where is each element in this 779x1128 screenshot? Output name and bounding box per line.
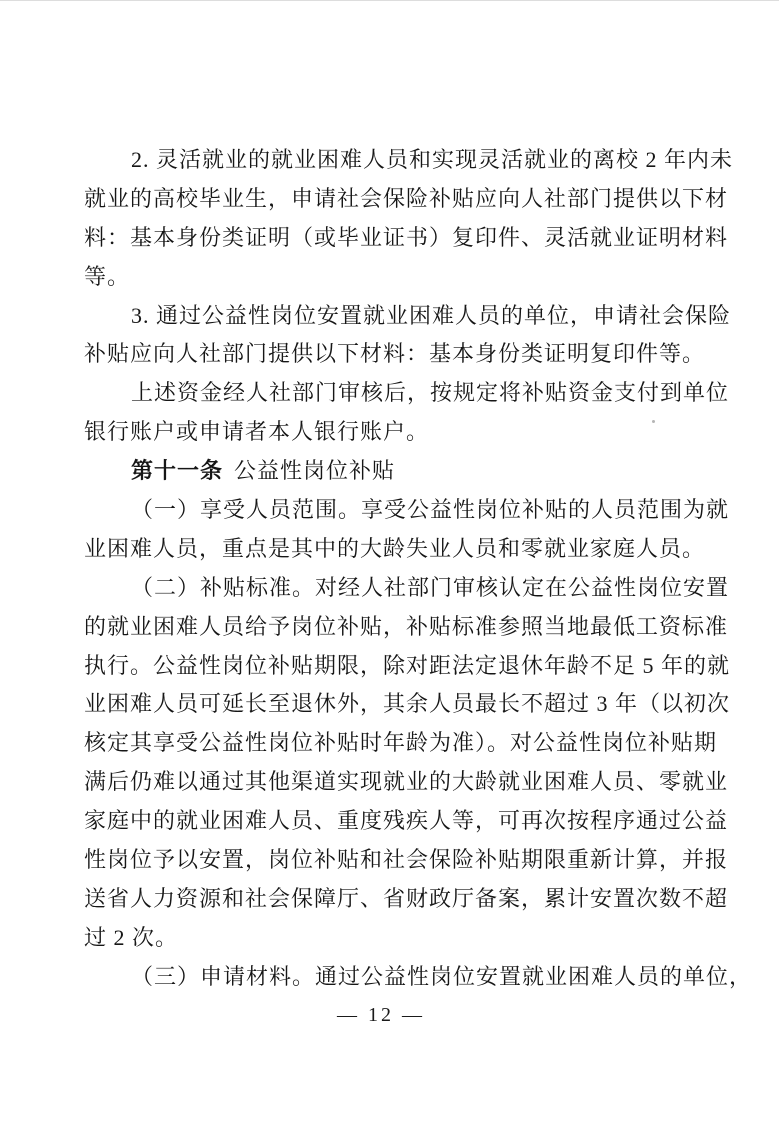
text-line: 家庭中的就业困难人员、重度残疾人等，可再次按程序通过公益 [84,808,729,834]
text-line: 等。 [84,263,131,289]
article-title: 公益性岗位补贴 [234,458,396,484]
text-line: 补贴应向人社部门提供以下材料：基本身份类证明复印件等。 [84,341,706,367]
text-line: 就业的高校毕业生，申请社会保险补贴应向人社部门提供以下材 [84,185,729,211]
article-heading [84,452,707,491]
text-line: （三）申请材料。通过公益性岗位安置就业困难人员的单位， [131,963,753,989]
text-line: 3. 通过公益性岗位安置就业困难人员的单位，申请社会保险 [131,302,732,328]
text-line: 银行账户或申请者本人银行账户。 [84,419,430,445]
text-line: 业困难人员，重点是其中的大龄失业人员和零就业家庭人员。 [84,535,706,561]
text-line: 性岗位予以安置，岗位补贴和社会保险补贴期限重新计算，并报 [84,847,729,873]
text-line: 料：基本身份类证明（或毕业证书）复印件、灵活就业证明材料 [84,224,729,250]
page-number: — 12 — [337,1004,425,1026]
text-line: 送省人力资源和社会保障厅、省财政厅备案，累计安置次数不超 [84,885,729,911]
text-line: 业困难人员可延长至退休外，其余人员最长不超过 3 年（以初次 [84,691,731,717]
text-line: 核定其享受公益性岗位补贴时年龄为准）。对公益性岗位补贴期 [84,730,718,756]
text-line: 2. 灵活就业的就业困难人员和实现灵活就业的离校 2 年内未 [131,147,734,172]
text-line: 过 2 次。 [84,924,179,950]
scan-edge-line [0,0,779,1]
text-line: 执行。公益性岗位补贴期限，除对距法定退休年龄不足 5 年的就 [84,652,731,678]
text-line: 上述资金经人社部门审核后，按规定将补贴资金支付到单位 [131,380,730,406]
text-line: 满后仍难以通过其他渠道实现就业的大龄就业困难人员、零就业 [84,769,729,795]
text-line: （一）享受人员范围。享受公益性岗位补贴的人员范围为就 [131,497,730,523]
text-line: 的就业困难人员给予岗位补贴，补贴标准参照当地最低工资标准 [84,613,729,639]
article-number: 第十一条 [131,458,224,484]
document-body [84,141,753,997]
text-line: （二）补贴标准。对经人社部门审核认定在公益性岗位安置 [131,574,730,600]
